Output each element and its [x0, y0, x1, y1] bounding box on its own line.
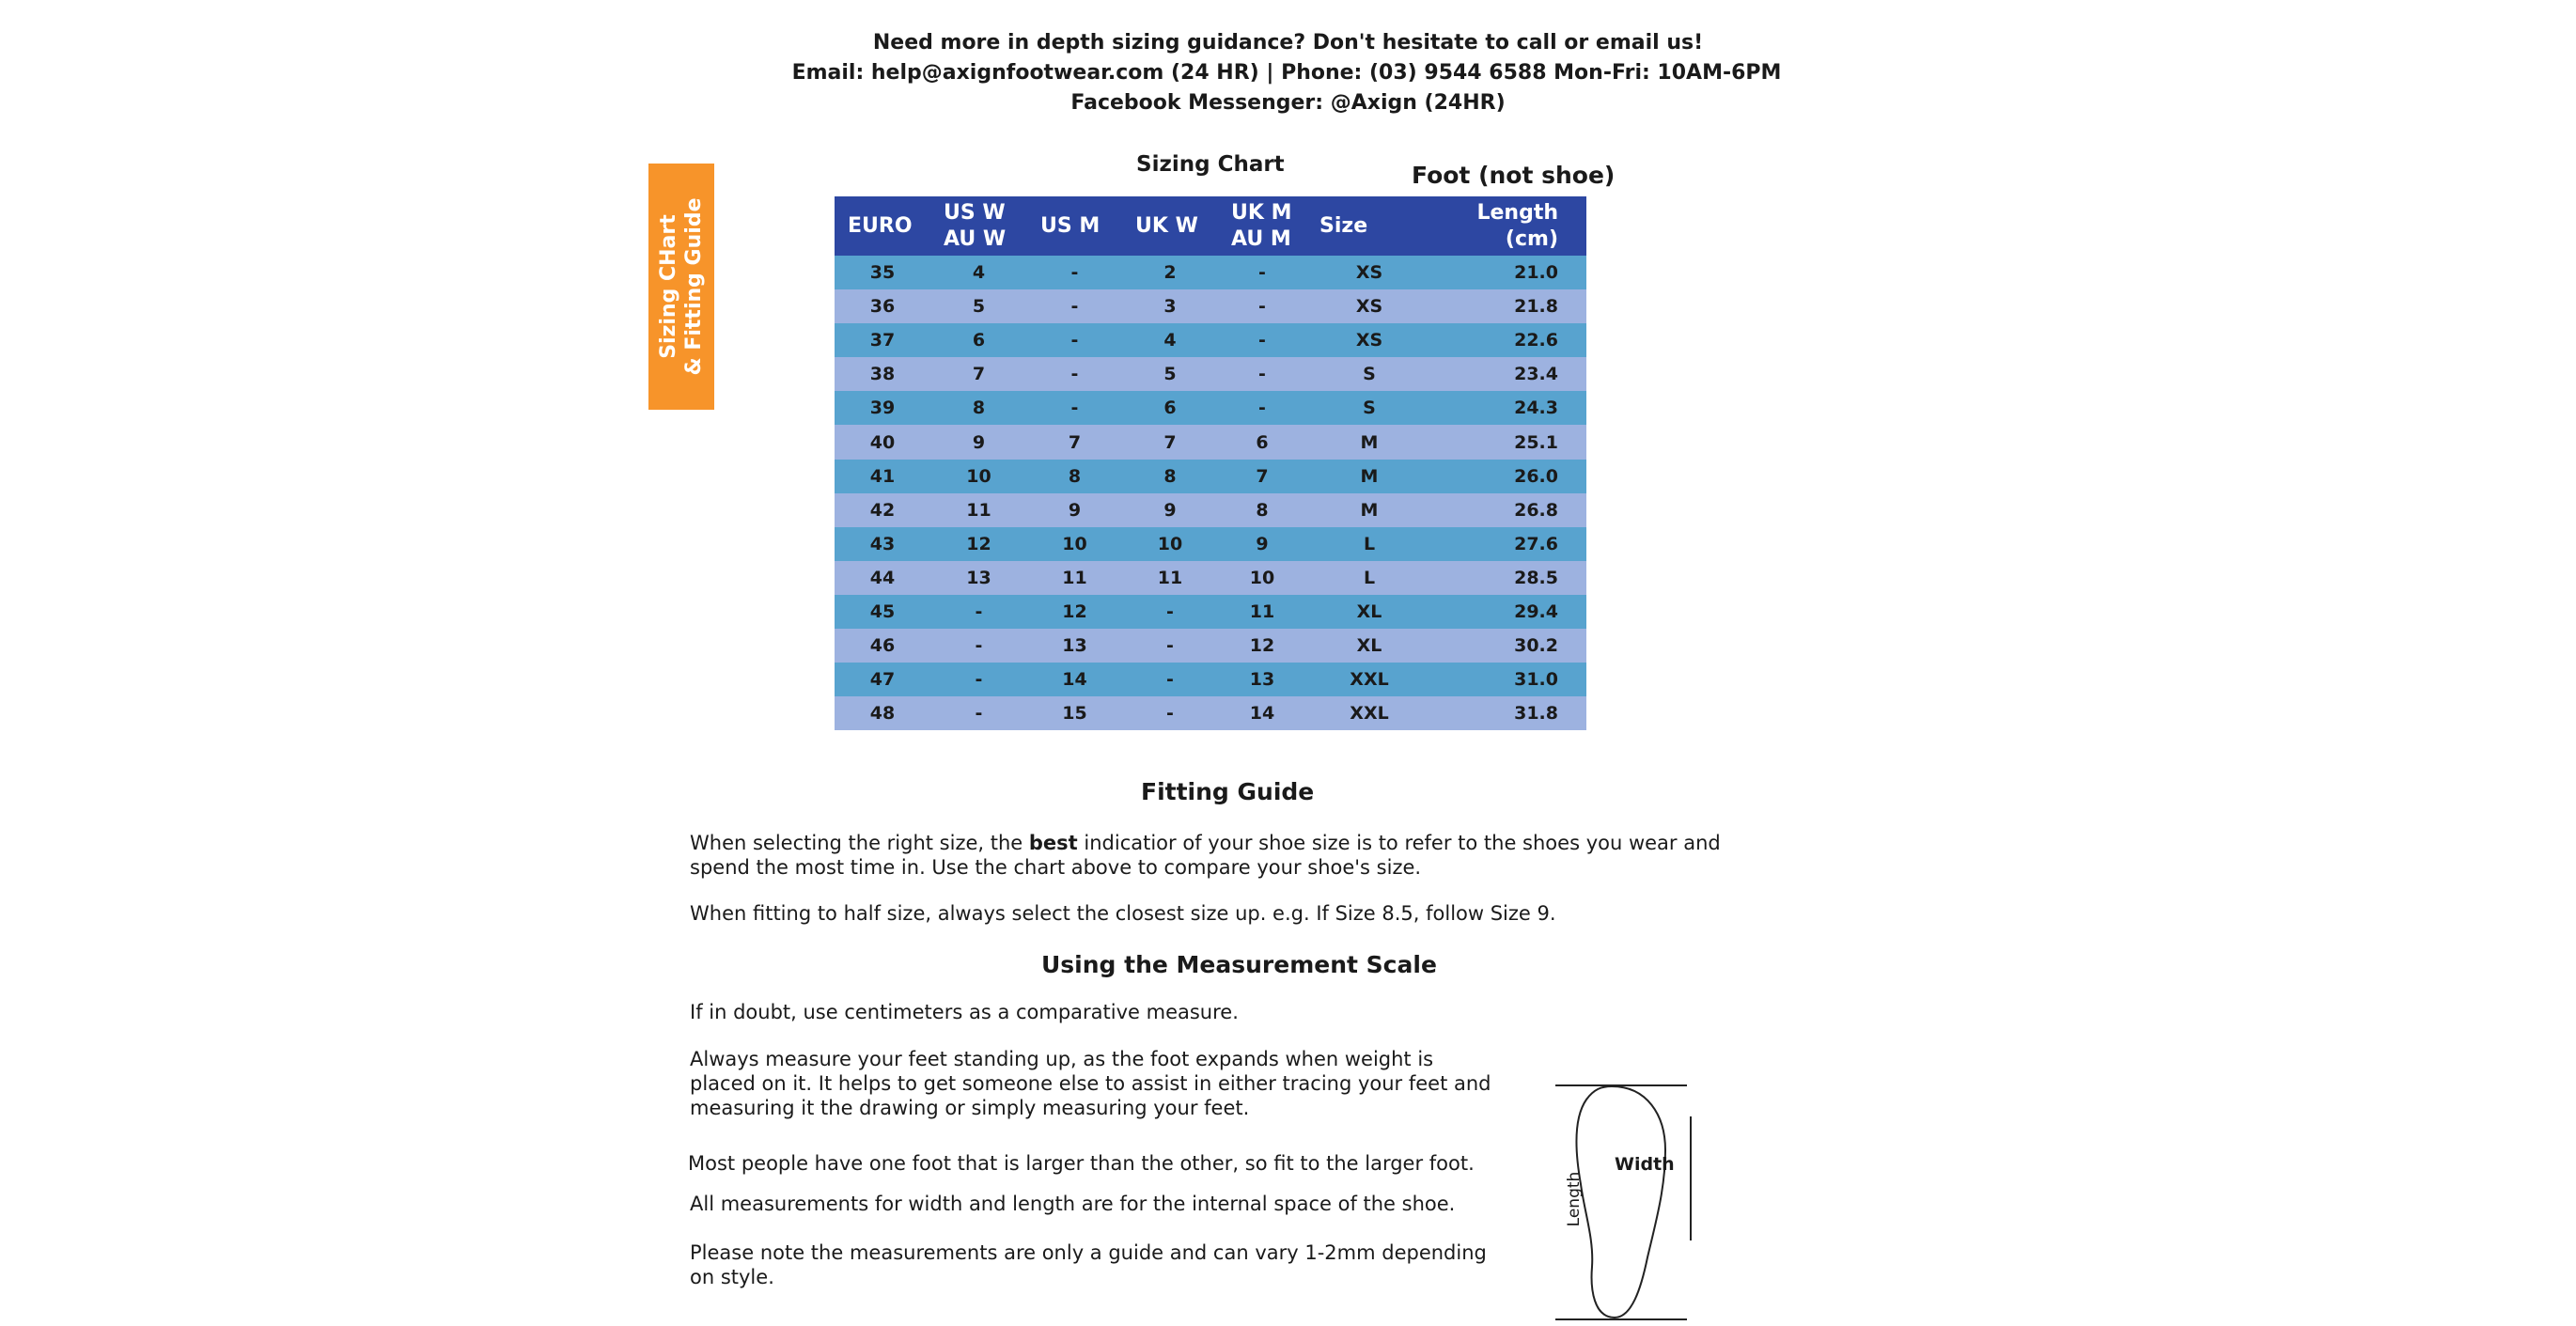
table-cell: 3 — [1122, 289, 1218, 323]
table-cell: - — [930, 696, 1027, 730]
table-cell: 8 — [930, 391, 1027, 425]
table-cell: M — [1306, 460, 1432, 493]
column-header — [1306, 196, 1432, 256]
table-cell: 10 — [1122, 527, 1218, 561]
table-cell: 5 — [930, 289, 1027, 323]
table-cell: 11 — [1122, 561, 1218, 595]
fitting-paragraph-1 — [690, 831, 1761, 880]
column-header-line-1: Length — [1476, 200, 1558, 225]
table-cell: 9 — [1027, 493, 1122, 527]
table-cell: L — [1306, 561, 1432, 595]
column-header — [835, 196, 930, 256]
table-cell: 39 — [835, 391, 930, 425]
column-header-line-1: UK M — [1231, 200, 1292, 225]
table-cell: - — [1027, 323, 1122, 357]
table-cell: 10 — [1218, 561, 1306, 595]
table-cell: - — [1218, 323, 1306, 357]
table-cell: 37 — [835, 323, 930, 357]
table-cell: 27.6 — [1432, 527, 1586, 561]
table-body — [835, 256, 1586, 730]
table-row — [835, 357, 1586, 391]
table-row — [835, 663, 1586, 696]
sizing-chart-title: Sizing Chart — [1136, 152, 1285, 177]
table-header-row — [835, 196, 1586, 256]
column-header — [1122, 196, 1218, 256]
table-cell: 28.5 — [1432, 561, 1586, 595]
fitting-p1-text-a: When selecting the right size, the — [690, 832, 1029, 854]
table-cell: 21.0 — [1432, 256, 1586, 289]
fitting-guide-title: Fitting Guide — [1141, 778, 1315, 805]
table-cell: XS — [1306, 256, 1432, 289]
fitting-p1-text-b: indicatior of your shoe size is to refer to the shoes you wear and spend the most time in. Use the chart above to compare your shoe's size. — [690, 832, 1721, 879]
table-row — [835, 493, 1586, 527]
column-header — [1027, 196, 1122, 256]
table-cell: 21.8 — [1432, 289, 1586, 323]
measure-paragraph-2: Always measure your feet standing up, as the foot expands when weight is placed on it. It helps to get someone else to assist in either tracing your feet and measuring it the drawing or simply measuring your feet. — [690, 1048, 1491, 1119]
table-cell: - — [1122, 663, 1218, 696]
table-cell: 8 — [1027, 460, 1122, 493]
measure-paragraph-4: All measurements for width and length are for the internal space of the shoe. — [690, 1193, 1456, 1215]
table-cell: 10 — [1027, 527, 1122, 561]
table-cell: 22.6 — [1432, 323, 1586, 357]
foot-not-shoe-label: Foot (not shoe) — [1412, 162, 1616, 189]
column-header — [1218, 196, 1306, 256]
table-cell: 24.3 — [1432, 391, 1586, 425]
column-header-line-2: AU M — [1231, 226, 1291, 251]
table-cell: 11 — [1218, 595, 1306, 629]
table-cell: 9 — [930, 425, 1027, 459]
column-header-line-1: US W — [944, 200, 1006, 225]
table-cell: S — [1306, 391, 1432, 425]
table-cell: 26.8 — [1432, 493, 1586, 527]
fitting-paragraph-2: When fitting to half size, always select the closest size up. e.g. If Size 8.5, follow Size 9. — [690, 902, 1556, 925]
column-header-line-1: US M — [1040, 213, 1101, 238]
column-header-line-1: EURO — [848, 213, 913, 238]
table-row — [835, 256, 1586, 289]
table-cell: 29.4 — [1432, 595, 1586, 629]
measure-paragraph-1: If in doubt, use centimeters as a comparative measure. — [690, 1001, 1239, 1023]
measure-paragraph-3: Most people have one foot that is larger than the other, so fit to the larger foot. — [688, 1152, 1475, 1175]
table-cell: 40 — [835, 425, 930, 459]
measure-paragraph-5: Please note the measurements are only a guide and can vary 1-2mm depending on style. — [690, 1241, 1487, 1288]
table-cell: - — [930, 663, 1027, 696]
table-cell: 38 — [835, 357, 930, 391]
table-cell: - — [1122, 696, 1218, 730]
table-row — [835, 629, 1586, 663]
header-line-1: Need more in depth sizing guidance? Don't hesitate to call or email us! — [872, 31, 1704, 55]
side-tab-label — [656, 198, 707, 376]
column-header-line-1: Size — [1319, 213, 1368, 238]
table-cell: - — [930, 595, 1027, 629]
side-tab-line-2: & Fitting Guide — [682, 197, 706, 376]
table-row — [835, 289, 1586, 323]
table-cell: 31.0 — [1432, 663, 1586, 696]
table-cell: 2 — [1122, 256, 1218, 289]
table-cell: XL — [1306, 629, 1432, 663]
measurement-scale-title: Using the Measurement Scale — [1041, 951, 1437, 978]
table-cell: 30.2 — [1432, 629, 1586, 663]
header-line-2: Email: help@axignfootwear.com (24 HR) | Phone: (03) 9544 6588 Mon-Fri: 10AM-6PM — [791, 61, 1782, 85]
table-cell: - — [1027, 256, 1122, 289]
table-cell: S — [1306, 357, 1432, 391]
table-cell: 44 — [835, 561, 930, 595]
table-row — [835, 595, 1586, 629]
table-cell: XL — [1306, 595, 1432, 629]
table-cell: 13 — [930, 561, 1027, 595]
table-cell: 8 — [1218, 493, 1306, 527]
table-cell: - — [1027, 289, 1122, 323]
table-cell: 11 — [1027, 561, 1122, 595]
table-cell: 13 — [1027, 629, 1122, 663]
table-cell: - — [1218, 256, 1306, 289]
table-cell: 12 — [1027, 595, 1122, 629]
table-cell: - — [1218, 391, 1306, 425]
table-cell: 46 — [835, 629, 930, 663]
table-row — [835, 391, 1586, 425]
column-header-line-2: AU W — [944, 226, 1007, 251]
column-header — [1432, 196, 1586, 256]
side-tab-line-1: Sizing CHart — [657, 214, 680, 359]
table-cell: 12 — [930, 527, 1027, 561]
table-cell: M — [1306, 425, 1432, 459]
length-label: Length — [1565, 1171, 1584, 1227]
table-cell: - — [1027, 357, 1122, 391]
table-cell: M — [1306, 493, 1432, 527]
table-row — [835, 323, 1586, 357]
table-cell: 42 — [835, 493, 930, 527]
table-cell: 35 — [835, 256, 930, 289]
table-cell: 7 — [930, 357, 1027, 391]
column-header — [930, 196, 1027, 256]
table-cell: 10 — [930, 460, 1027, 493]
table-row — [835, 425, 1586, 459]
table-cell: 7 — [1122, 425, 1218, 459]
table-row — [835, 527, 1586, 561]
table-cell: 14 — [1218, 696, 1306, 730]
sizing-fitting-tab[interactable] — [648, 164, 714, 410]
table-row — [835, 561, 1586, 595]
table-cell: 23.4 — [1432, 357, 1586, 391]
table-cell: 41 — [835, 460, 930, 493]
table-cell: 4 — [1122, 323, 1218, 357]
table-cell: 12 — [1218, 629, 1306, 663]
table-cell: 11 — [930, 493, 1027, 527]
table-cell: 15 — [1027, 696, 1122, 730]
table-cell: 47 — [835, 663, 930, 696]
sizing-chart-table — [835, 196, 1586, 730]
table-cell: XXL — [1306, 663, 1432, 696]
table-cell: 36 — [835, 289, 930, 323]
table-cell: 6 — [930, 323, 1027, 357]
table-cell: 6 — [1218, 425, 1306, 459]
contact-header — [0, 28, 2576, 118]
table-cell: 26.0 — [1432, 460, 1586, 493]
table-cell: 31.8 — [1432, 696, 1586, 730]
width-label: Width — [1615, 1154, 1675, 1175]
table-cell: 9 — [1122, 493, 1218, 527]
column-header-line-1: UK W — [1135, 213, 1198, 238]
table-row — [835, 696, 1586, 730]
column-header-line-2: (cm) — [1505, 226, 1558, 251]
table-cell: - — [930, 629, 1027, 663]
table-cell: 7 — [1027, 425, 1122, 459]
table-cell: - — [1122, 595, 1218, 629]
table-cell: 48 — [835, 696, 930, 730]
table-cell: 4 — [930, 256, 1027, 289]
table-cell: 5 — [1122, 357, 1218, 391]
table-cell: - — [1027, 391, 1122, 425]
fitting-p1-bold: best — [1028, 832, 1078, 854]
table-cell: 6 — [1122, 391, 1218, 425]
table-cell: XS — [1306, 323, 1432, 357]
table-cell: 13 — [1218, 663, 1306, 696]
table-cell: - — [1218, 289, 1306, 323]
header-line-3: Facebook Messenger: @Axign (24HR) — [1070, 91, 1506, 115]
table-cell: - — [1218, 357, 1306, 391]
table-cell: 7 — [1218, 460, 1306, 493]
table-cell: 8 — [1122, 460, 1218, 493]
table-cell: 25.1 — [1432, 425, 1586, 459]
table-cell: 45 — [835, 595, 930, 629]
table-row — [835, 460, 1586, 493]
table-cell: 14 — [1027, 663, 1122, 696]
table-cell: - — [1122, 629, 1218, 663]
table-cell: XXL — [1306, 696, 1432, 730]
table-cell: 43 — [835, 527, 930, 561]
table-cell: XS — [1306, 289, 1432, 323]
table-cell: 9 — [1218, 527, 1306, 561]
table-cell: L — [1306, 527, 1432, 561]
